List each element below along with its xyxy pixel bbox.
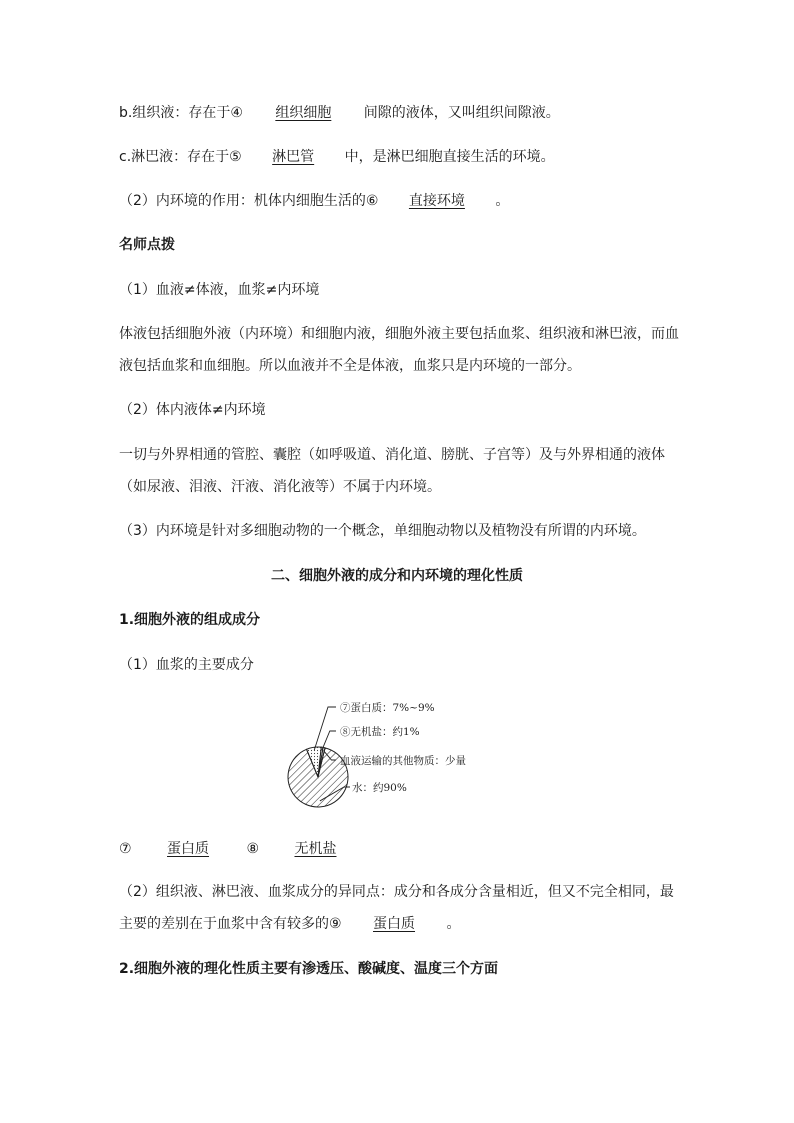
- line-b-suffix: 间隙的液体，又叫组织间隙液。: [363, 105, 560, 121]
- tip1-body-2: 液包括血浆和血细胞。所以血液并不全是体液，血浆只是内环境的一部分。: [119, 358, 581, 374]
- plasma-composition-pie-chart: [280, 695, 540, 820]
- section2-line-2b-prefix: 主要的差别在于血浆中含有较多的⑨: [119, 916, 342, 932]
- section2-title: 二、细胞外液的成分和内环境的理化性质: [271, 568, 523, 584]
- section2-line-2b: [119, 914, 460, 934]
- tips-heading: 名师点拨: [119, 237, 175, 253]
- section2-line-2b-suffix: 。: [446, 916, 461, 932]
- answer-8-number: ⑧: [246, 841, 260, 857]
- blank-8: 无机盐: [294, 841, 337, 857]
- section2-heading-2: 2.细胞外液的理化性质主要有渗透压、酸碱度、温度三个方面: [119, 961, 499, 977]
- line-p2-suffix: 。: [495, 193, 510, 209]
- line-c-prefix: c.淋巴液：存在于⑤: [119, 149, 242, 165]
- blank-4: 组织细胞: [275, 105, 332, 121]
- tip1-title: （1）血液≠体液，血浆≠内环境: [119, 282, 320, 298]
- answers-line: [119, 839, 363, 859]
- legend-label-salt: ⑧无机盐：约1%: [340, 726, 420, 738]
- blank-5: 淋巴管: [272, 149, 315, 165]
- tip3: （3）内环境是针对多细胞动物的一个概念，单细胞动物以及植物没有所谓的内环境。: [119, 523, 646, 539]
- blank-7: 蛋白质: [167, 841, 210, 857]
- blank-6: 直接环境: [408, 193, 465, 209]
- legend-label-other: 血液运输的其他物质：少量: [340, 755, 466, 767]
- line-b-tissue-fluid: [119, 103, 560, 123]
- line-c-lymph: [119, 147, 555, 167]
- pie-slices: [288, 747, 348, 807]
- pie-leader-1: [314, 707, 336, 750]
- legend-label-protein: ⑦蛋白质：7%~9%: [340, 702, 435, 714]
- tip1-body-1: 体液包括细胞外液（内环境）和细胞内液，细胞外液主要包括血浆、组织液和淋巴液，而血: [119, 326, 679, 342]
- tip2-title: （2）体内液体≠内环境: [119, 402, 266, 418]
- line-p2-prefix: （2）内环境的作用：机体内细胞生活的⑥: [119, 193, 379, 209]
- answer-7-number: ⑦: [119, 841, 132, 857]
- section2-line-2a: （2）组织液、淋巴液、血浆成分的异同点：成分和各成分含量相近，但又不完全相同，最: [119, 884, 674, 900]
- line-b-prefix: b.组织液：存在于④: [119, 105, 243, 121]
- section2-sub-1: （1）血浆的主要成分: [119, 657, 254, 673]
- line-p2-function: [119, 191, 509, 211]
- blank-9: 蛋白质: [373, 916, 416, 932]
- tip2-body-2: （如尿液、泪液、汗液、消化液等）不属于内环境。: [119, 479, 441, 495]
- line-c-suffix: 中，是淋巴细胞直接生活的环境。: [344, 149, 555, 165]
- section2-heading-1: 1.细胞外液的组成成分: [119, 612, 261, 628]
- tip2-body-1: 一切与外界相通的管腔、囊腔（如呼吸道、消化道、膀胱、子宫等）及与外界相通的液体: [119, 447, 665, 463]
- legend-label-water: 水：约90%: [352, 782, 407, 794]
